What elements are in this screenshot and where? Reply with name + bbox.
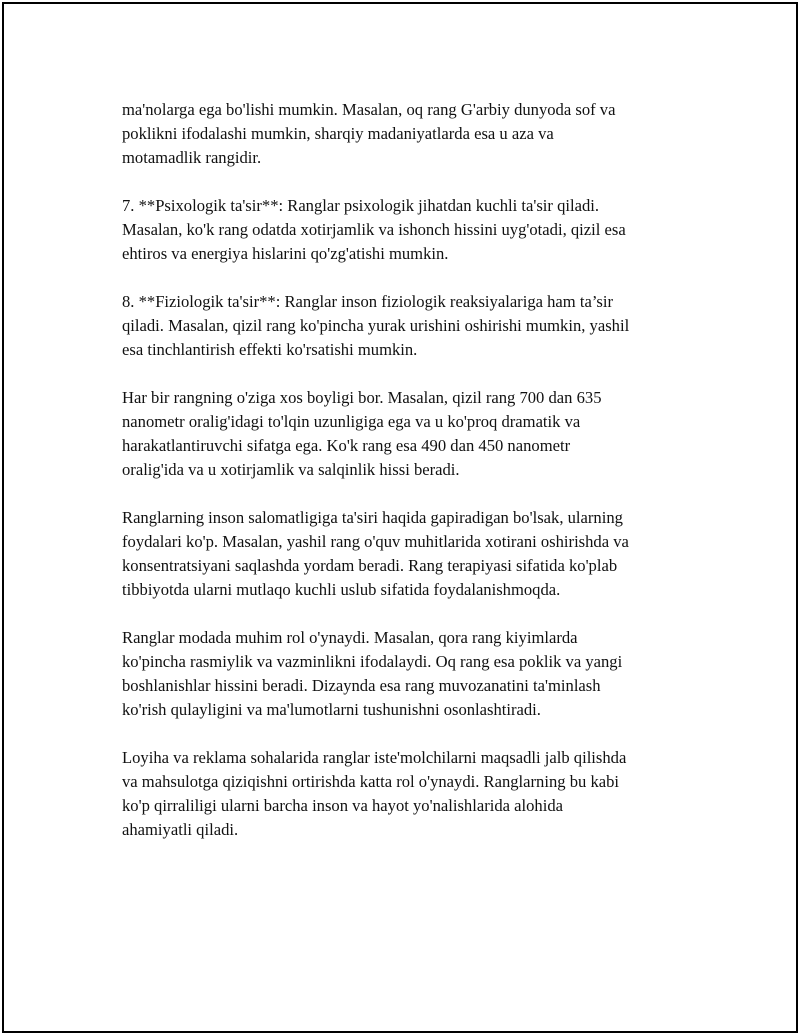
- text-line: ko'rish qulayligini va ma'lumotlarni tushunishni osonlashtiradi.: [122, 700, 541, 719]
- text-line: foydalari ko'p. Masalan, yashil rang o'quv muhitlarida xotirani oshirishda va: [122, 532, 629, 551]
- text-line: ehtiros va energiya hislarini qo'zg'atishi mumkin.: [122, 244, 449, 263]
- text-line: nanometr oralig'idagi to'lqin uzunligiga ega va u ko'proq dramatik va: [122, 412, 581, 431]
- paragraph: [122, 290, 682, 362]
- paragraph: [122, 746, 682, 842]
- paragraph: [122, 626, 682, 722]
- text-line: Loyiha va reklama sohalarida ranglar iste'molchilarni maqsadli jalb qilishda: [122, 748, 627, 767]
- paragraph: [122, 506, 682, 602]
- text-line: oralig'ida va u xotirjamlik va salqinlik hissi beradi.: [122, 460, 460, 479]
- text-line: ko'pincha rasmiylik va vazminlikni ifodalaydi. Oq rang esa poklik va yangi: [122, 652, 623, 671]
- text-line: ko'p qirraliligi ularni barcha inson va hayot yo'nalishlarida alohida: [122, 796, 563, 815]
- text-line: Ranglarning inson salomatligiga ta'siri haqida gapiradigan bo'lsak, ularning: [122, 508, 623, 527]
- page-frame: [2, 2, 798, 1033]
- paragraph: [122, 194, 682, 266]
- text-line: va mahsulotga qiziqishni ortirishda katta rol o'ynaydi. Ranglarning bu kabi: [122, 772, 620, 791]
- document-body: [122, 98, 682, 866]
- text-line: Ranglar modada muhim rol o'ynaydi. Masalan, qora rang kiyimlarda: [122, 628, 578, 647]
- text-line: esa tinchlantirish effekti ko'rsatishi mumkin.: [122, 340, 418, 359]
- text-line: ahamiyatli qiladi.: [122, 820, 239, 839]
- text-line: tibbiyotda ularni mutlaqo kuchli uslub sifatida foydalanishmoqda.: [122, 580, 561, 599]
- text-line: motamadlik rangidir.: [122, 148, 262, 167]
- text-line: 8. **Fiziologik ta'sir**: Ranglar inson fiziologik reaksiyalariga ham ta’sir: [122, 292, 614, 311]
- paragraph: [122, 386, 682, 482]
- text-line: poklikni ifodalashi mumkin, sharqiy madaniyatlarda esa u aza va: [122, 124, 554, 143]
- text-line: qiladi. Masalan, qizil rang ko'pincha yurak urishini oshirishi mumkin, yashil: [122, 316, 630, 335]
- text-line: Masalan, ko'k rang odatda xotirjamlik va ishonch hissini uyg'otadi, qizil esa: [122, 220, 626, 239]
- text-line: Har bir rangning o'ziga xos boyligi bor. Masalan, qizil rang 700 dan 635: [122, 388, 602, 407]
- text-line: harakatlantiruvchi sifatga ega. Ko'k rang esa 490 dan 450 nanometr: [122, 436, 571, 455]
- paragraph: [122, 98, 682, 170]
- text-line: boshlanishlar hissini beradi. Dizaynda esa rang muvozanatini ta'minlash: [122, 676, 601, 695]
- text-line: konsentratsiyani saqlashda yordam beradi. Rang terapiyasi sifatida ko'plab: [122, 556, 618, 575]
- text-line: ma'nolarga ega bo'lishi mumkin. Masalan, oq rang G'arbiy dunyoda sof va: [122, 100, 616, 119]
- text-line: 7. **Psixologik ta'sir**: Ranglar psixologik jihatdan kuchli ta'sir qiladi.: [122, 196, 600, 215]
